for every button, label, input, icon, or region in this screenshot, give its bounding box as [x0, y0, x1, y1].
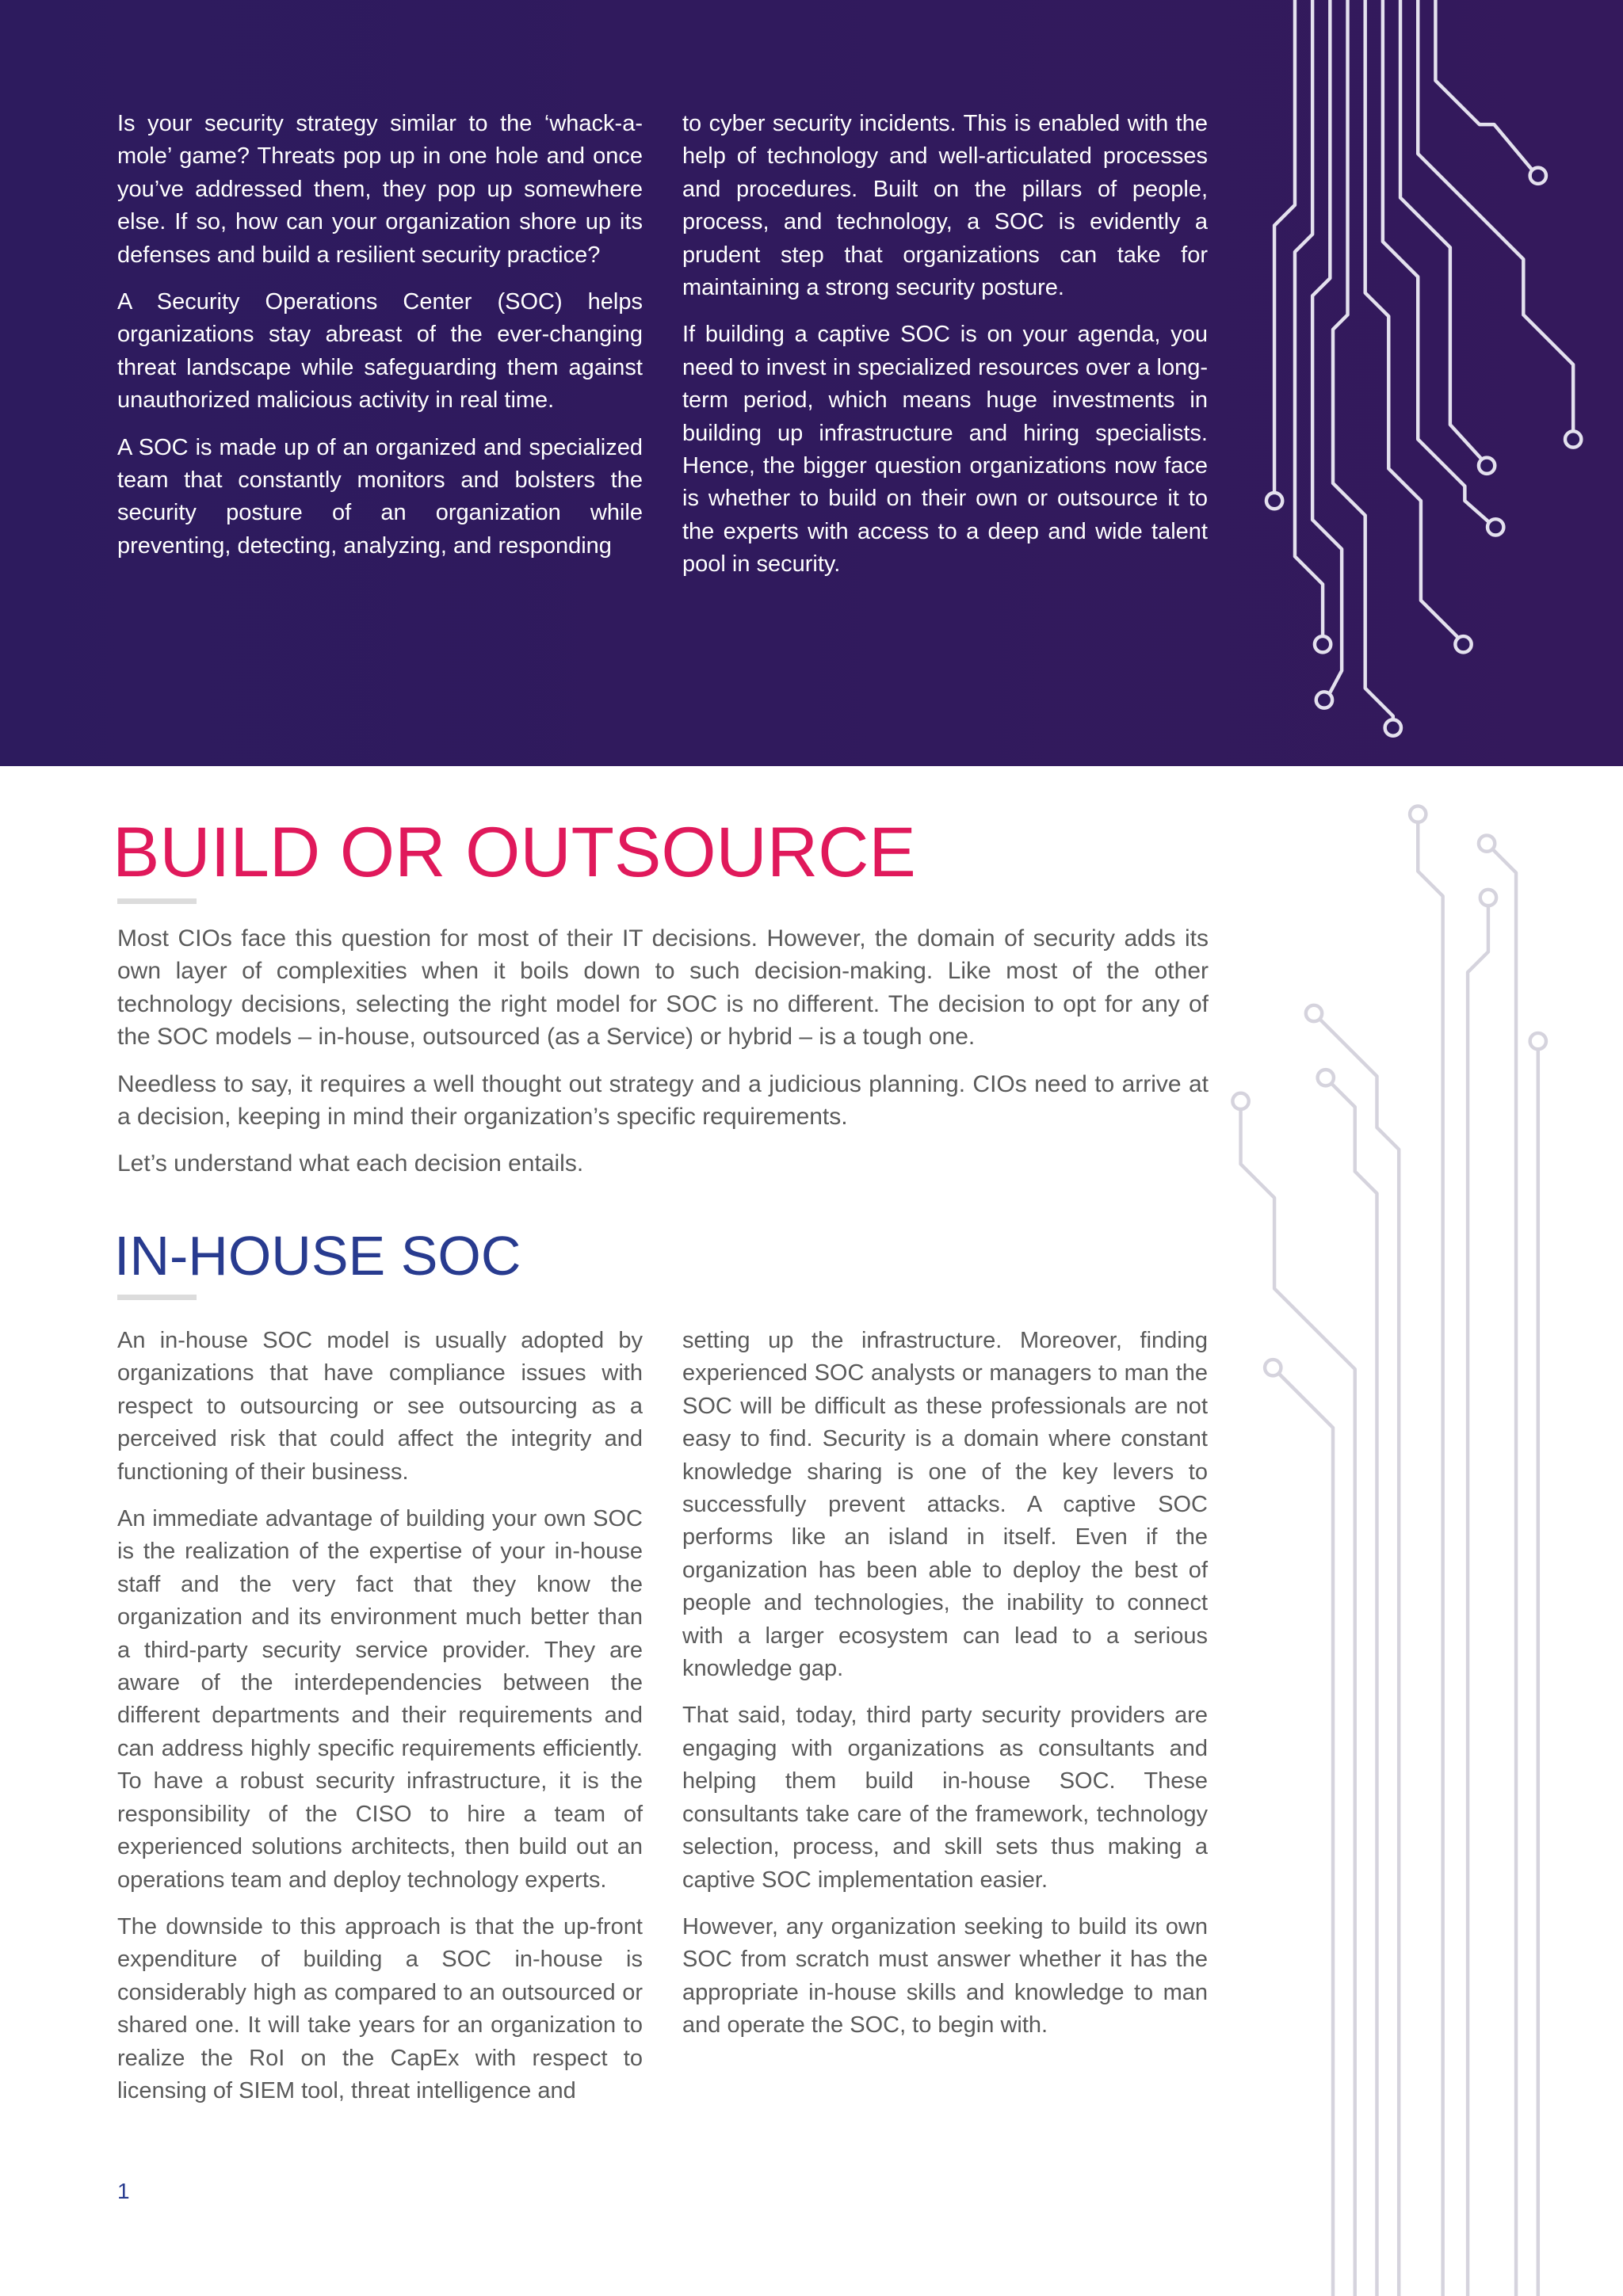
circuit-trace	[1241, 1109, 1355, 2296]
body-paragraph: Let’s understand what each decision entails.	[117, 1150, 584, 1177]
intro-paragraph: A SOC is made up of an organized and specialized team that constantly monitors and bolsters the security posture of an organization while preventing, detecting, analyzing, and responding	[117, 434, 643, 559]
body-paragraph: Needless to say, it requires a well thought out strategy and a judicious planning. CIOs need to arrive at a decision, keeping in mind their organization’s specific requirements.	[117, 1070, 1209, 1131]
circuit-trace	[1319, 1019, 1399, 2296]
body-paragraph: However, any organization seeking to build its own SOC from scratch must answer whether it has the appropriate in-house skills and knowledge to man and operate the SOC, to begin with.	[682, 1913, 1208, 2039]
circuit-trace	[1279, 1374, 1333, 2296]
body-paragraph: An immediate advantage of building your own SOC is the realization of the expertise of your in-house staff and the very fact that they know the organization and its environment much better than a third-party security service provider. They are aware of the interdependencies between the different departments and their requirements and can address highly specific requirements efficiently. To have a robust security infrastructure, it is the responsibility of the CISO to hire a team of experienced solutions architects, then build out an operations team and deploy technology experts.	[117, 1506, 643, 1893]
body-paragraph: That said, today, third party security providers are engaging with organizations as consultants and helping them build in-house SOC. These consultants take care of the framework, technology selection, process, and skill sets thus making a captive SOC implementation easier.	[682, 1703, 1208, 1893]
circuit-trace	[1468, 906, 1488, 2296]
intro-column-right	[682, 108, 1208, 596]
circuit-node	[1530, 1033, 1546, 1049]
circuit-trace	[1331, 1084, 1377, 2296]
in-house-column-left	[117, 1325, 643, 2122]
in-house-column-right	[682, 1325, 1208, 2057]
body-paragraph: Most CIOs face this question for most of their IT decisions. However, the domain of security adds its own layer of complexities when it boils down to such decision-making. Like most of the other technology decisions, selecting the right model for SOC is no different. The decision to opt for any of the SOC models – in-house, outsourced (as a Service) or hybrid – is a tough one.	[117, 925, 1209, 1051]
bottom-circuit	[1232, 806, 1546, 2296]
intro-paragraph: Is your security strategy similar to the ‘whack-a-mole’ game? Threats pop up in one hole and once you’ve addressed them, they pop up somewhere else. If so, how can your organization shore up its defenses and build a resilient security practice?	[117, 111, 643, 268]
build-or-outsource-body	[117, 922, 1209, 1195]
circuit-node	[1479, 835, 1495, 851]
intro-paragraph: to cyber security incidents. This is enabled with the help of technology and well-articulated processes and procedures. Built on the pillars of people, process, and technology, a SOC is evidently a prudent step that organizations can take for maintaining a strong security posture.	[682, 111, 1208, 301]
intro-paragraph: A Security Operations Center (SOC) helps organizations stay abreast of the ever-changing threat landscape while safeguarding them against unauthorized malicious activity in real time.	[117, 289, 643, 414]
circuit-trace	[1492, 849, 1516, 2296]
circuit-node	[1232, 1093, 1248, 1109]
circuit-node	[1480, 890, 1496, 906]
title-underline	[117, 898, 197, 904]
circuit-node	[1318, 1070, 1334, 1085]
intro-column-left	[117, 108, 643, 577]
page-number: 1	[117, 2179, 130, 2203]
body-paragraph: The downside to this approach is that the up-front expenditure of building a SOC in-house is considerably high as compared to an outsourced or shared one. It will take years for an organization to realize the RoI on the CapEx with respect to licensing of SIEM tool, threat intelligence and	[117, 1913, 643, 2103]
section-title-in-house-soc: IN-HOUSE SOC	[114, 1225, 521, 1287]
section-title-build-or-outsource: BUILD OR OUTSOURCE	[113, 812, 916, 891]
body-paragraph: setting up the infrastructure. Moreover, finding experienced SOC analysts or managers to man the SOC will be difficult as these professionals are not easy to find. Security is a domain where constant knowledge sharing is one of the key levers to successfully prevent attacks. A captive SOC performs like an island in itself. Even if the organization has been able to deploy the best of people and technologies, the inability to connect with a larger ecosystem can lead to a serious knowledge gap.	[682, 1328, 1208, 1682]
body-paragraph: An in-house SOC model is usually adopted by organizations that have compliance issues with respect to outsourcing or see outsourcing as a perceived risk that could affect the integrity and functioning of their business.	[117, 1328, 643, 1485]
circuit-node	[1410, 806, 1426, 822]
circuit-node	[1265, 1360, 1281, 1375]
intro-paragraph: If building a captive SOC is on your agenda, you need to invest in specialized resources over a long-term period, which means huge investments in building up infrastructure and hiring specialists. Hence, the bigger question organizations now face is whether to build on their own or outsource it to the experts with access to a deep and wide talent pool in security.	[682, 322, 1208, 578]
circuit-node	[1306, 1005, 1322, 1021]
circuit-trace	[1418, 822, 1442, 2296]
heading-underline	[117, 1295, 197, 1300]
